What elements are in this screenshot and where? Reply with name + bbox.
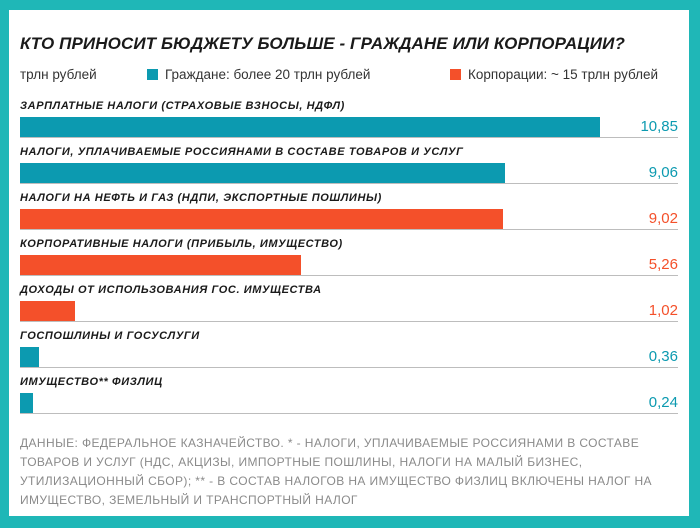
bar-track [20,116,678,138]
unit-label: трлн рублей [20,67,97,82]
category-label: НАЛОГИ, УПЛАЧИВАЕМЫЕ РОССИЯНАМИ В СОСТАВЕ ТОВАРОВ И УСЛУГ [20,146,464,158]
value-label: 1,02 [648,302,678,319]
value-label: 5,26 [648,256,678,273]
legend-label-corporations: Корпорации: ~ 15 трлн рублей [468,67,659,82]
category-label: КОРПОРАТИВНЫЕ НАЛОГИ (ПРИБЫЛЬ, ИМУЩЕСТВО) [20,238,343,250]
bar-corporations [20,255,301,275]
bar-corporations [20,301,75,321]
value-label: 10,85 [640,118,678,135]
value-label: 9,02 [648,210,678,227]
bar-citizens [20,163,505,183]
chart-title: КТО ПРИНОСИТ БЮДЖЕТУ БОЛЬШЕ - ГРАЖДАНЕ ИЛИ КОРПОРАЦИИ? [20,34,625,53]
category-label: НАЛОГИ НА НЕФТЬ И ГАЗ (НДПИ, ЭКСПОРТНЫЕ ПОШЛИНЫ) [20,192,382,204]
legend-swatch-corporations [450,69,461,80]
bar-citizens [20,393,33,413]
category-label: ЗАРПЛАТНЫЕ НАЛОГИ (СТРАХОВЫЕ ВЗНОСЫ, НДФЛ) [20,100,345,112]
legend-label-citizens: Граждане: более 20 трлн рублей [165,67,371,82]
bar-track [20,392,678,414]
bar-track [20,254,678,276]
bar-track [20,300,678,322]
bar-corporations [20,209,503,229]
legend [20,67,680,87]
legend-swatch-citizens [147,69,158,80]
category-label: ДОХОДЫ ОТ ИСПОЛЬЗОВАНИЯ ГОС. ИМУЩЕСТВА [20,284,322,296]
bar-track [20,208,678,230]
value-label: 9,06 [648,164,678,181]
legend-item-corporations [450,67,658,82]
footnote: ДАННЫЕ: ФЕДЕРАЛЬНОЕ КАЗНАЧЕЙСТВО. * - НАЛОГИ, УПЛАЧИВАЕМЫЕ РОССИЯНАМИ В СОСТАВЕ ТОВАРОВ И УСЛУГ (НДС, АКЦИЗЫ, ИМПОРТНЫЕ ПОШЛИНЫ, НАЛОГИ НА МАЛЫЙ БИЗНЕС, УТИЛИЗАЦИОННЫЙ СБОР); ** - В СОСТАВ НАЛОГОВ НА ИМУЩЕСТВО ФИЗЛИЦ ВКЛЮЧЕНЫ НАЛОГ НА ИМУЩЕСТВО, ЗЕМЕЛЬНЫЙ И ТРАНСПОРТНЫЙ НАЛОГ [20,436,652,507]
bar-track [20,162,678,184]
bar-track [20,346,678,368]
legend-item-citizens [147,67,370,82]
category-label: ИМУЩЕСТВО** ФИЗЛИЦ [20,376,163,388]
value-label: 0,36 [648,348,678,365]
chart-card [9,10,689,516]
bar-citizens [20,347,39,367]
bar-citizens [20,117,600,137]
category-label: ГОСПОШЛИНЫ И ГОСУСЛУГИ [20,330,200,342]
value-label: 0,24 [648,394,678,411]
